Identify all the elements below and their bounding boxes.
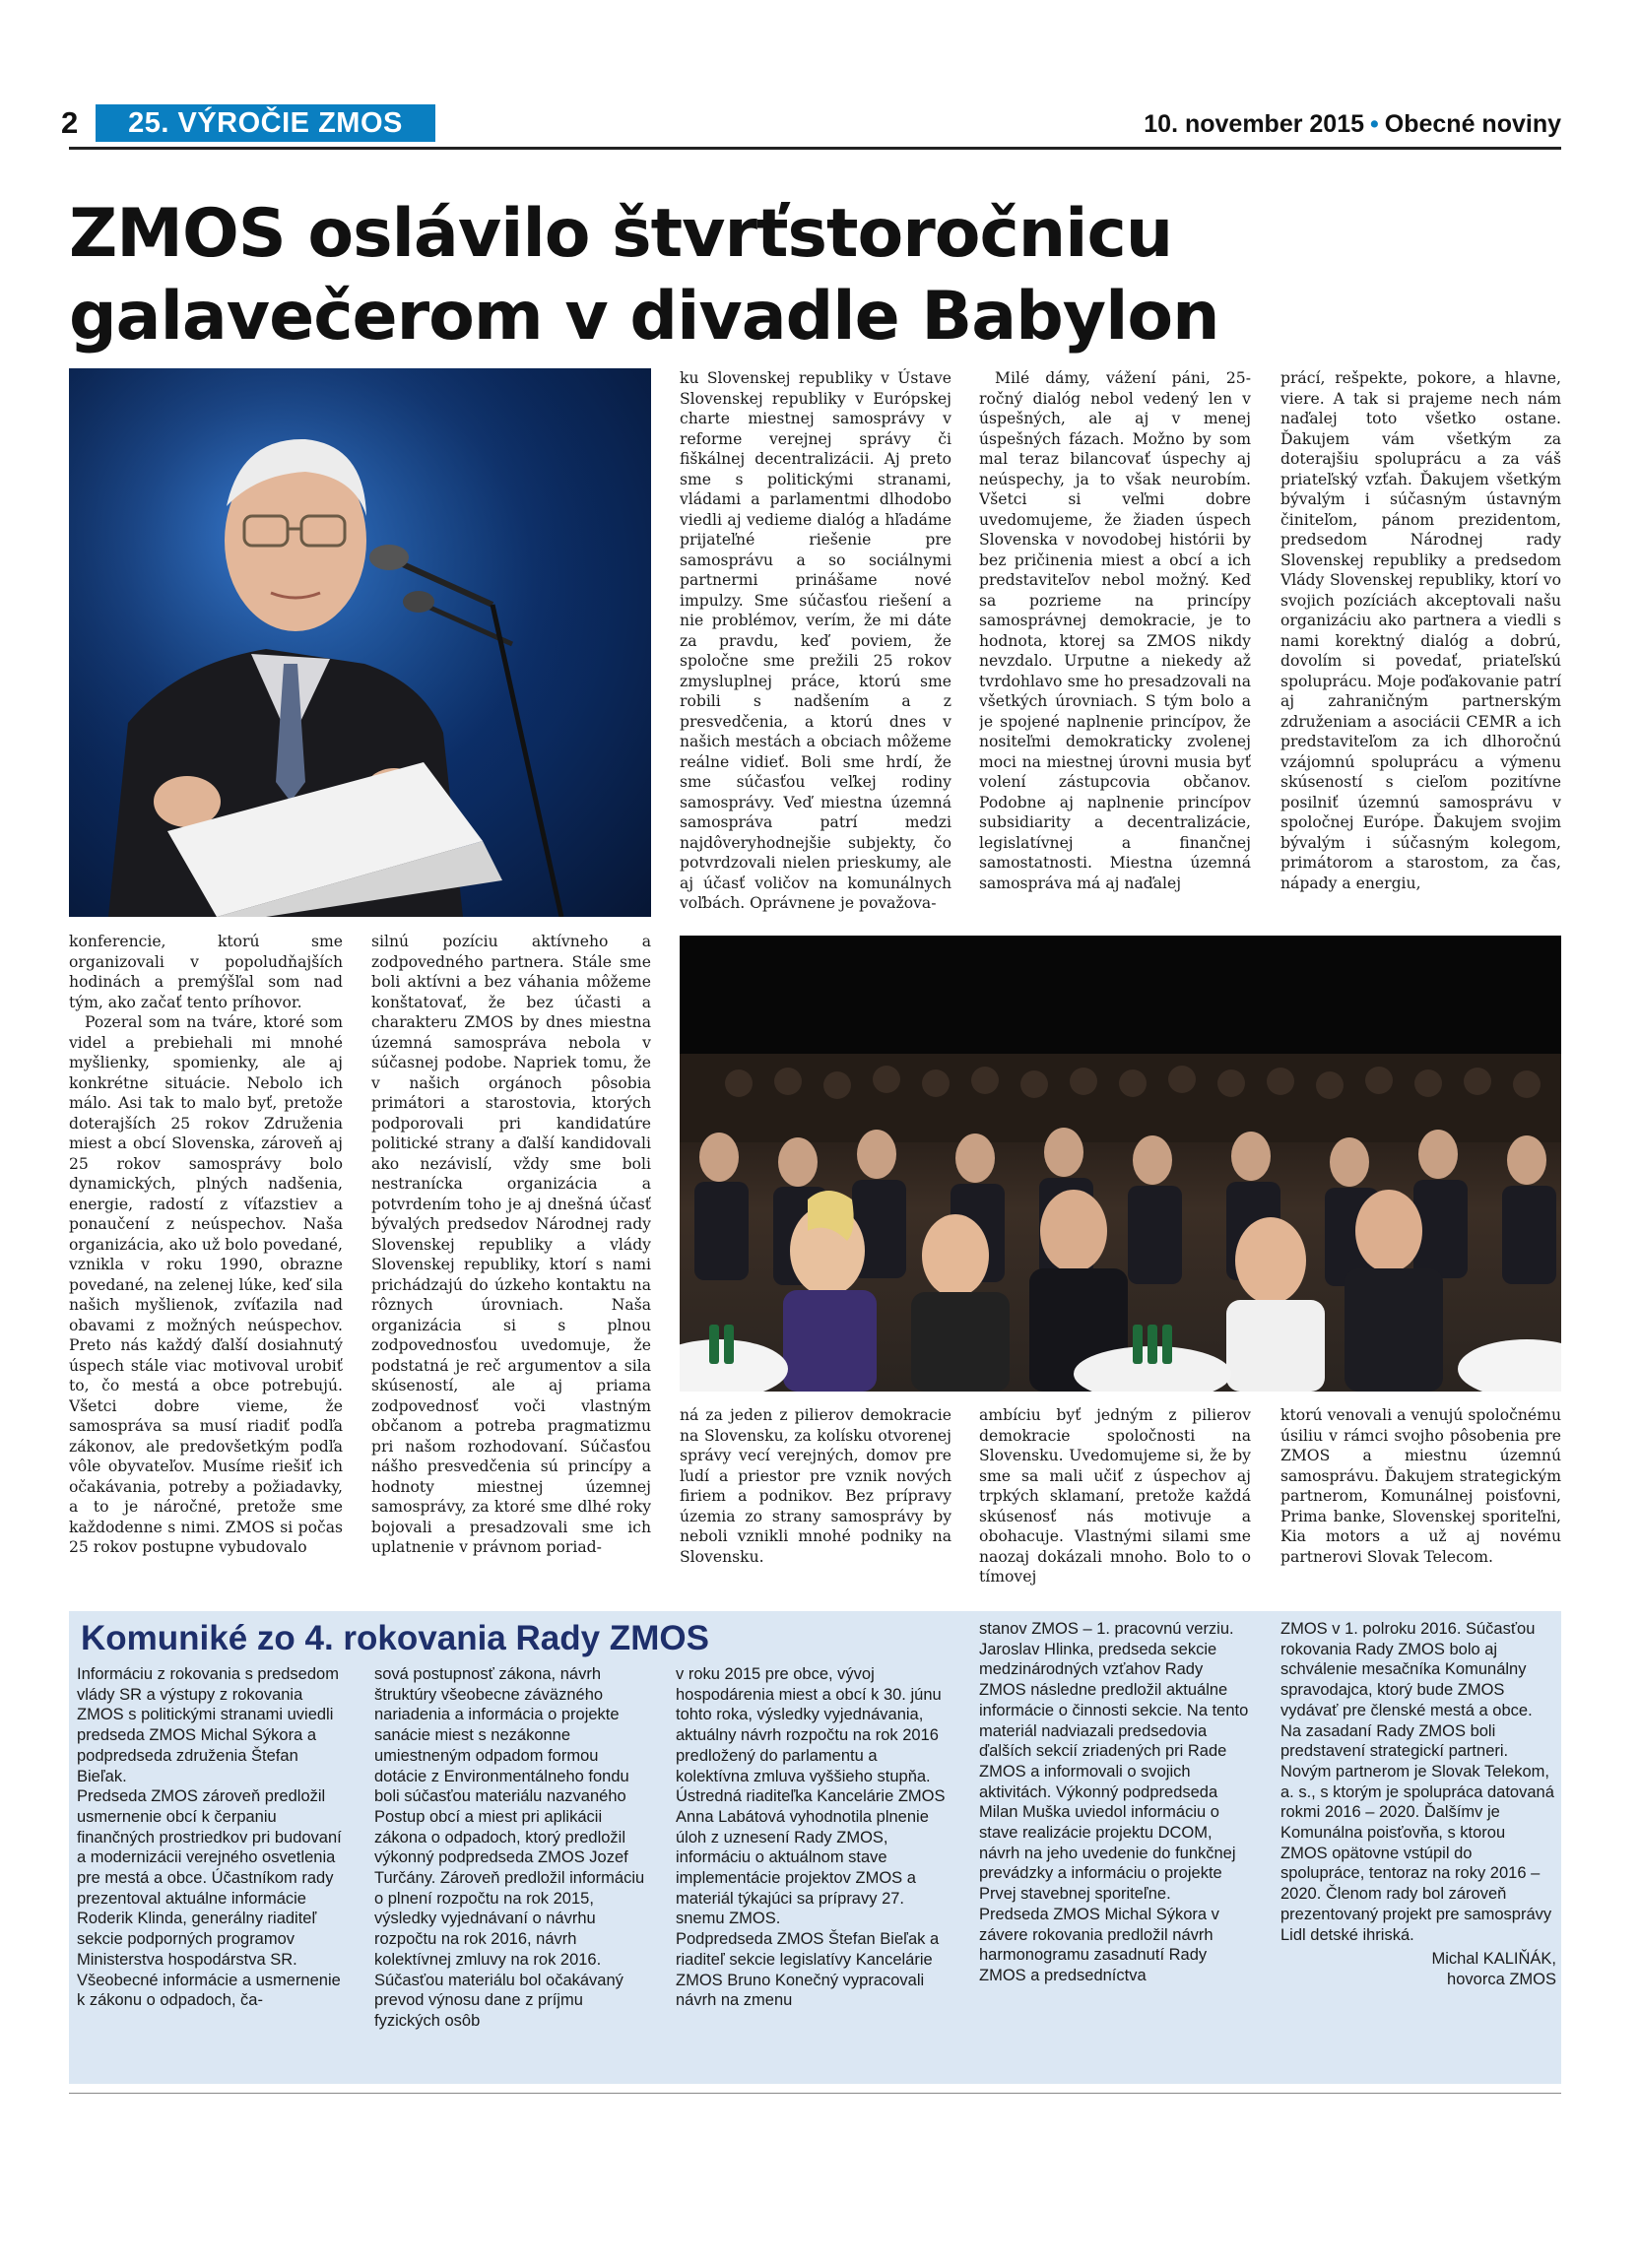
- komunike-text: stanov ZMOS – 1. pracovnú verziu. Jaroslav Hlinka, predseda sekcie medzinárodných vzťahov Rady ZMOS následne predložil aktuálne informácie o činnosti sekcie. Na tento materiál nadviazali predsedovia ďalších sekcií zriadených pri Rade ZMOS a informovali o svojich aktivitách. Výkonný podpredseda Milan Muška uviedol informáciu o stave realizácie projektu DCOM, návrh na jeho uvedenie do funkčnej prevádzky a informáciu o projekte Prvej stavebnej sporiteľne. Predseda ZMOS Michal Sýkora v závere rokovania predložil návrh harmonogramu zasadnutí Rady ZMOS a predsedníctva: [979, 1620, 1249, 1984]
- article-column-left-1: [69, 932, 343, 1591]
- article-column-bottom-1: [680, 1405, 951, 1592]
- publication-name: Obecné noviny: [1384, 110, 1561, 138]
- header-rule: [69, 147, 1561, 150]
- speaker-illustration: [69, 368, 651, 917]
- bottom-rule: [69, 2093, 1561, 2094]
- article-column-bottom-2: [979, 1405, 1251, 1592]
- komunike-text: v roku 2015 pre obce, vývoj hospodárenia miest a obcí k 30. júnu tohto roka, výsledky vyjednávania, aktuálny návrh rozpočtu na rok 2016 predložený do parlamentu a kolektívna zmluva vyššieho stupňa. Ústredná riaditeľka Kancelárie ZMOS Anna Labátová vyhodnotila plnenie úloh z uznesení Rady ZMOS, informáciu o aktuálnom stave implementácie projektov ZMOS a materiál týkajúci sa prípravy 27. snemu ZMOS. Podpredseda ZMOS Štefan Bieľak a riaditeľ sekcie legislatívy Kancelárie ZMOS Bruno Konečný vypracovali návrh na zmenu: [676, 1665, 946, 2010]
- audience-illustration: [680, 936, 1561, 1392]
- article-column-top-3: [1280, 368, 1561, 920]
- separator-dot: •: [1370, 110, 1379, 138]
- komunike-column-2: [374, 1664, 648, 2078]
- paragraph: silnú pozíciu aktívneho a zodpovedného partnera. Stále sme boli aktívni a bez váhania môžeme konštatovať, že bez účasti a charakteru ZMOS by dnes miestna územná samospráva nebola v súčasnej podobe. Napriek tomu, že v našich orgánoch pôsobia primátori a starostovia, ktorých podporovali pri kandidatúre politické strany a ďalší kandidovali ako nezávislí, vždy sme boli nestranícka organizácia a potvrdením toho je aj dnešná účasť bývalých predsedov Národnej rady Slovenskej republiky a vlády Slovenskej republiky, ktorí s nami prichádzajú do úzkeho kontaktu na rôznych úrovniach. Naša organizácia si s plnou zodpovednosťou uvedomuje, že podstatná je reč argumentov a sila skúseností, ale aj priama zodpovednosť voči vlastným občanom a potreba pragmatizmu pri našom rozhodovaní. Súčasťou nášho presvedčenia sú princípy a hodnoty miestnej územnej samosprávy, za ktoré sme dlhé roky bojovali a presadzovali sme ich uplatnenie v právnom poriad-: [371, 933, 651, 1556]
- komunike-text: Informáciu z rokovania s predsedom vlády SR a výstupy z rokovania ZMOS s politickými stranami uviedli predseda ZMOS Michal Sýkora a podpredseda združenia Štefan Bieľak. Predseda ZMOS zároveň predložil usmernenie obcí k čerpaniu finančných prostriedkov pri budovaní a modernizácii verejného osvetlenia pre mestá a obce. Účastníkom rady prezentoval aktuálne informácie Roderik Klinda, generálny riaditeľ sekcie podporných programov Ministerstva hospodárstva SR. Všeobecné informácie a usmernenie k zákonu o odpadoch, ča-: [77, 1665, 342, 2010]
- issue-date: 10. november 2015: [1144, 110, 1365, 138]
- article-column-top-1: [680, 368, 951, 920]
- komunike-title: Komuniké zo 4. rokovania Rady ZMOS: [81, 1619, 709, 1657]
- speaker-photo: [69, 368, 651, 917]
- komunike-text: sová postupnosť zákona, návrh štruktúry všeobecne záväzného nariadenia a informácia o projekte sanácie miest s nezákonne umiestneným odpadom formou dotácie z Environmentálneho fondu boli súčasťou materiálu nazvaného Postup obcí a miest pri aplikácii zákona o odpadoch, ktorý predložil výkonný podpredseda ZMOS Jozef Turčány. Zároveň predložil informáciu o plnení rozpočtu na rok 2015, výsledky vyjednávaní o návrhu rozpočtu na rok 2016, návrh kolektívnej zmluvy na rok 2016. Súčasťou materiálu bol očakávaný prevod výnosu dane z príjmu fyzických osôb: [374, 1665, 645, 2030]
- komunike-column-3: [676, 1664, 950, 2078]
- paragraph: Pozeral som na tváre, ktoré som videl a prebiehali mi mnohé myšlienky, spomienky, ale aj konkrétne situácie. Nebolo ich málo. Asi tak to malo byť, pretože doterajších 25 rokov Združenia miest a obcí Slovenska, zároveň aj 25 rokov samosprávy bolo dynamických, plných nadšenia, energie, radostí z víťazstiev a ponaučení z neúspechov. Naša organizácia, ako už bolo povedané, vznikla v roku 1990, obrazne povedané, na zelenej lúke, keď sila našich myšlienok, zvíťazila nad obavami z možných neúspechov. Preto nás každý ďalší dosiahnutý úspech stále viac motivoval urobiť to, čo mestá a obce potrebujú. Všetci dobre vieme, že samospráva sa musí riadiť podľa zákonov, ale predovšetkým podľa vôle obyvateľov. Musíme riešiť ich očakávania, potreby a požiadavky, a to je náročné, pretože sme každodenne s nimi. ZMOS si počas 25 rokov postupne vybudovalo: [69, 1013, 343, 1556]
- page-number: 2: [61, 105, 79, 140]
- article-headline: [69, 193, 1546, 358]
- komunike-column-5: [1280, 1619, 1556, 2078]
- paragraph: Milé dámy, vážení páni, 25-ročný dialóg nebol vedený len v úspešných, ale aj v menej úspešných fázach. Možno by som mal teraz bilancovať úspechy aj neúspechy, ja to však neurobím. Všetci si veľmi dobre uvedomujeme, že žiaden úspech Slovenska v novodobej histórii by bez pričinenia miest a obcí a ich predstaviteľov nebol možný. Keď sa pozrieme na princípy samosprávnej demokracie, je to hodnota, ktorej sa ZMOS nikdy nevzdalo. Urputne a niekedy až tvrdohlavo sme ho presadzovali na všetkých úrovniach. S tým bolo a je spojené naplnenie princípov, že nositeľmi demokraticky zvolenej moci na miestnej úrovni musia byť volení zástupcovia občanov. Podobne aj naplnenie princípov subsidiarity a decentralizácie, legislatívnej a finančnej samostatnosti. Miestna územná samospráva má aj naďalej: [979, 369, 1251, 892]
- komunike-column-1: [77, 1664, 349, 2078]
- paragraph: konferencie, ktorú sme organizovali v popoludňajších hodinách a premýšľal som nad tým, ako začať tento príhovor.: [69, 933, 343, 1011]
- article-column-bottom-3: [1280, 1405, 1561, 1592]
- audience-photo: [680, 936, 1561, 1392]
- signature-name: Michal KALIŇÁK,: [1431, 1950, 1556, 1969]
- paragraph: ambíciu byť jedným z pilierov demokracie spoločnosti na Slovensku. Uvedomujeme si, že by sme sa mali učiť z úspechov aj trpkých sklamaní, pretože každá skúsenosť nás motivuje a obohacuje. Vlastnými silami sme naozaj dokázali mnoho. Bolo to o tímovej: [979, 1406, 1251, 1586]
- paragraph: prácí, rešpekte, pokore, a hlavne, viere. A tak si prajeme nech nám naďalej toto všetko ostane. Ďakujem vám všetkým za doterajšiu spoluprácu a za váš priateľský vzťah. Ďakujem všetkým bývalým i súčasným ústavným činiteľom, pánom prezidentom, predsedom Národnej rady Slovenskej republiky a predsedom Vlády Slovenskej republiky, ktorí vo svojich pozíciách akceptovali našu organizáciu ako partnera a viedli s nami korektný dialóg a dobrú, dovolím si povedať, priateľskú spoluprácu. Moje poďakovanie patrí aj zahraničným partnerským združeniam a asociácii CEMR a ich predstaviteľom za ich dlhoročnú vzájomnú spoluprácu a výmenu skúseností s cieľom pozitívne posilniť územnú samosprávu v spoločnej Európe. Ďakujem svojim bývalým i súčasným kolegom, primátorom a starostom, za čas, nápady a energiu,: [1280, 369, 1561, 892]
- headline-line-1: ZMOS oslávilo štvrťstoročnicu: [69, 195, 1173, 273]
- signature-role: hovorca ZMOS: [1447, 1970, 1556, 1988]
- article-column-top-2: [979, 368, 1251, 920]
- paragraph: ku Slovenskej republiky v Ústave Slovenskej republiky v Európskej charte miestnej samosprávy v reforme verejnej správy či fiškálnej decentralizácii. Aj preto sme s politickými stranami, vládami a parlamentmi dlhodobo viedli aj vedieme dialóg a hľadáme prijateľné riešenie pre samosprávu a so sociálnymi partnermi prinášame nové impulzy. Sme súčasťou riešení a nie problémov, verím, že mi dáte za pravdu, keď poviem, že spoločne sme prežili 25 rokov zmysluplnej práce, ktorú sme robili s nadšením a z presvedčenia, a ktorú dnes v našich mestách a obciach môžeme reálne vidieť. Boli sme hrdí, že sme súčasťou veľkej rodiny samosprávy. Veď miestna územná samospráva patrí medzi najdôveryhodnejšie subjekty, čo potvrdzovali nielen prieskumy, ale aj účasť voličov na komunálnych voľbách. Oprávnene je považova-: [680, 369, 951, 912]
- issue-info: [1144, 108, 1561, 140]
- section-label: 25. VÝROČIE ZMOS: [96, 104, 435, 142]
- komunike-text: ZMOS v 1. polroku 2016. Súčasťou rokovania Rady ZMOS bolo aj schválenie mesačníka Komunálny spravodajca, ktorý bude ZMOS vydávať pre členské mestá a obce. Na zasadaní Rady ZMOS boli predstavení strategickí partneri. Novým partnerom je Slovak Telekom, a. s., s ktorým je spolupráca datovaná rokmi 2016 – 2020. Ďalšímv je Komunálna poisťovňa, s ktorou ZMOS opätovne vstúpil do spolupráce, tentoraz na roky 2016 – 2020. Členom rady bol zároveň prezentovaný projekt pre samosprávy Lidl detské ihriská.: [1280, 1620, 1554, 1944]
- headline-line-2: galavečerom v divadle Babylon: [69, 278, 1219, 356]
- paragraph: ktorú venovali a venujú spoločnému úsiliu v rámci svojho pôsobenia pre ZMOS a miestnu územnú samosprávu. Ďakujem strategickým partnerom, Komunálnej poisťovni, Prima banke, Slovenskej sporiteľni, Kia motors a už aj novému partnerovi Slovak Telecom.: [1280, 1406, 1561, 1566]
- article-column-left-2: [371, 932, 651, 1591]
- komunike-column-4: [979, 1619, 1253, 2078]
- paragraph: ná za jeden z pilierov demokracie na Slovensku, za kolísku otvorenej správy vecí verejných, domov pre ľudí a priestor pre vznik nových firiem a podnikov. Bez prípravy územia zo strany samosprávy by neboli vznikli mnohé podniky na Slovensku.: [680, 1406, 951, 1566]
